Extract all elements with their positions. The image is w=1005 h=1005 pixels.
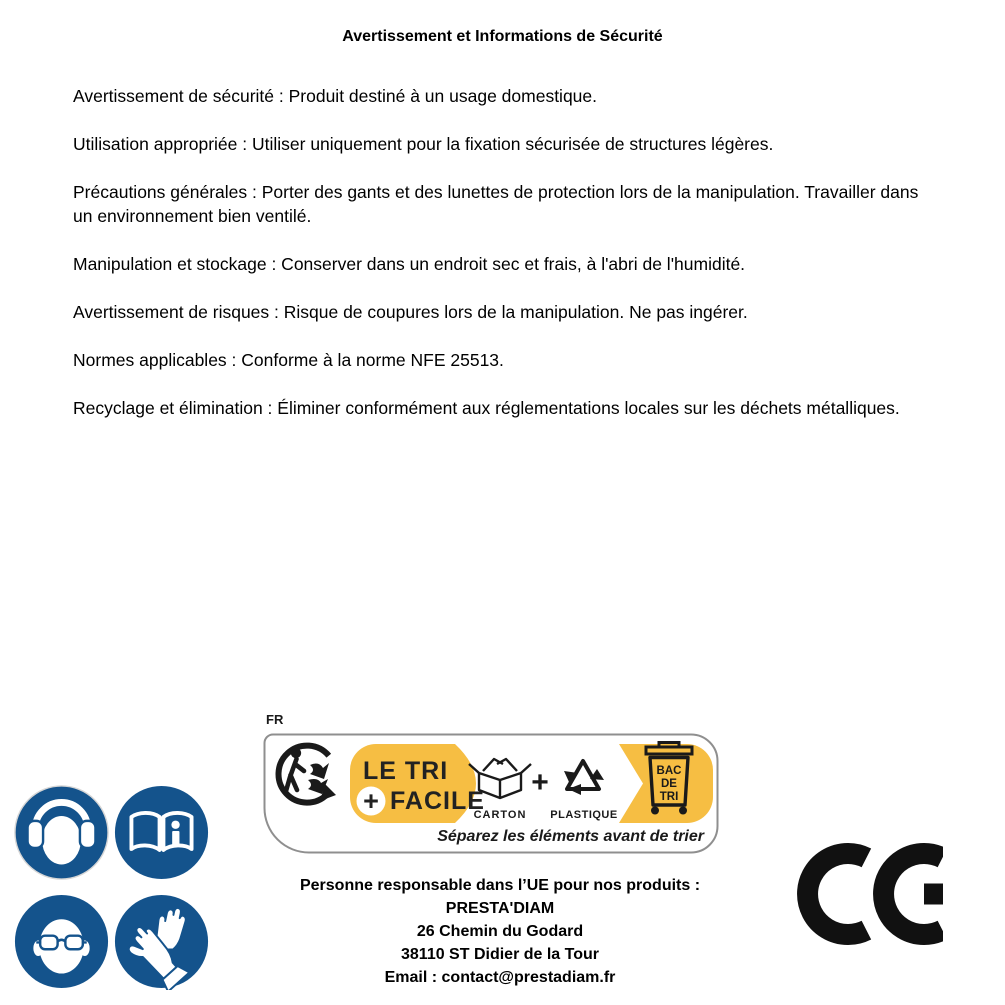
- paragraph-safety-warning: Avertissement de sécurité : Produit destiné à un usage domestique.: [73, 86, 598, 106]
- paragraph-handling-storage: Manipulation et stockage : Conserver dans un endroit sec et frais, à l'abri de l'humidité.: [73, 254, 746, 274]
- material-carton-label: CARTON: [473, 809, 527, 821]
- paragraph-risk-warning: Avertissement de risques : Risque de coupures lors de la manipulation. Ne pas ingérer.: [73, 302, 748, 322]
- wear-protective-gloves-icon: [113, 893, 210, 990]
- recycling-info-label: [263, 733, 719, 854]
- company-name: PRESTA'DIAM: [445, 900, 555, 917]
- address-street: 26 Chemin du Godard: [416, 923, 584, 940]
- responsible-intro: Personne responsable dans l’UE pour nos produits :: [299, 877, 701, 894]
- sorting-instruction: Séparez les éléments avant de trier: [437, 828, 704, 845]
- materials-plus-icon: +: [531, 766, 549, 799]
- wear-eye-protection-icon: [13, 893, 110, 990]
- paragraph-recycling: Recyclage et élimination : Éliminer conformément aux réglementations locales sur les déchets métalliques.: [73, 398, 900, 418]
- paragraph-general-precautions: Précautions générales : Porter des gants et des lunettes de protection lors de la manipulation. Travailler dans un environnement bien ventilé.: [73, 182, 919, 226]
- sorting-bin-icon: [646, 743, 692, 815]
- wear-ear-protection-icon: [13, 784, 110, 881]
- ce-mark-icon: [797, 843, 943, 945]
- safety-text-body: [73, 84, 933, 444]
- bin-text-line1: BAC: [656, 765, 682, 777]
- mandatory-safety-icons: [13, 784, 210, 990]
- plus-icon: +: [363, 786, 379, 816]
- label-headline-line2: FACILE: [390, 787, 485, 815]
- paragraph-appropriate-use: Utilisation appropriée : Utiliser uniquement pour la fixation sécurisée de structures légères.: [73, 134, 774, 154]
- country-code-label: FR: [266, 712, 284, 727]
- page-title: Avertissement et Informations de Sécurité: [342, 28, 663, 45]
- responsible-person-block: [252, 874, 748, 989]
- contact-email: Email : contact@prestadiam.fr: [384, 969, 616, 986]
- label-headline-line1: LE TRI: [363, 757, 449, 785]
- bin-text-line2: DE: [661, 778, 677, 790]
- paragraph-standards: Normes applicables : Conforme à la norme NFE 25513.: [73, 350, 504, 370]
- bin-text-line3: TRI: [659, 791, 679, 803]
- address-city: 38110 ST Didier de la Tour: [401, 946, 599, 963]
- read-instruction-manual-icon: [113, 784, 210, 881]
- material-plastique-label: PLASTIQUE: [550, 809, 618, 821]
